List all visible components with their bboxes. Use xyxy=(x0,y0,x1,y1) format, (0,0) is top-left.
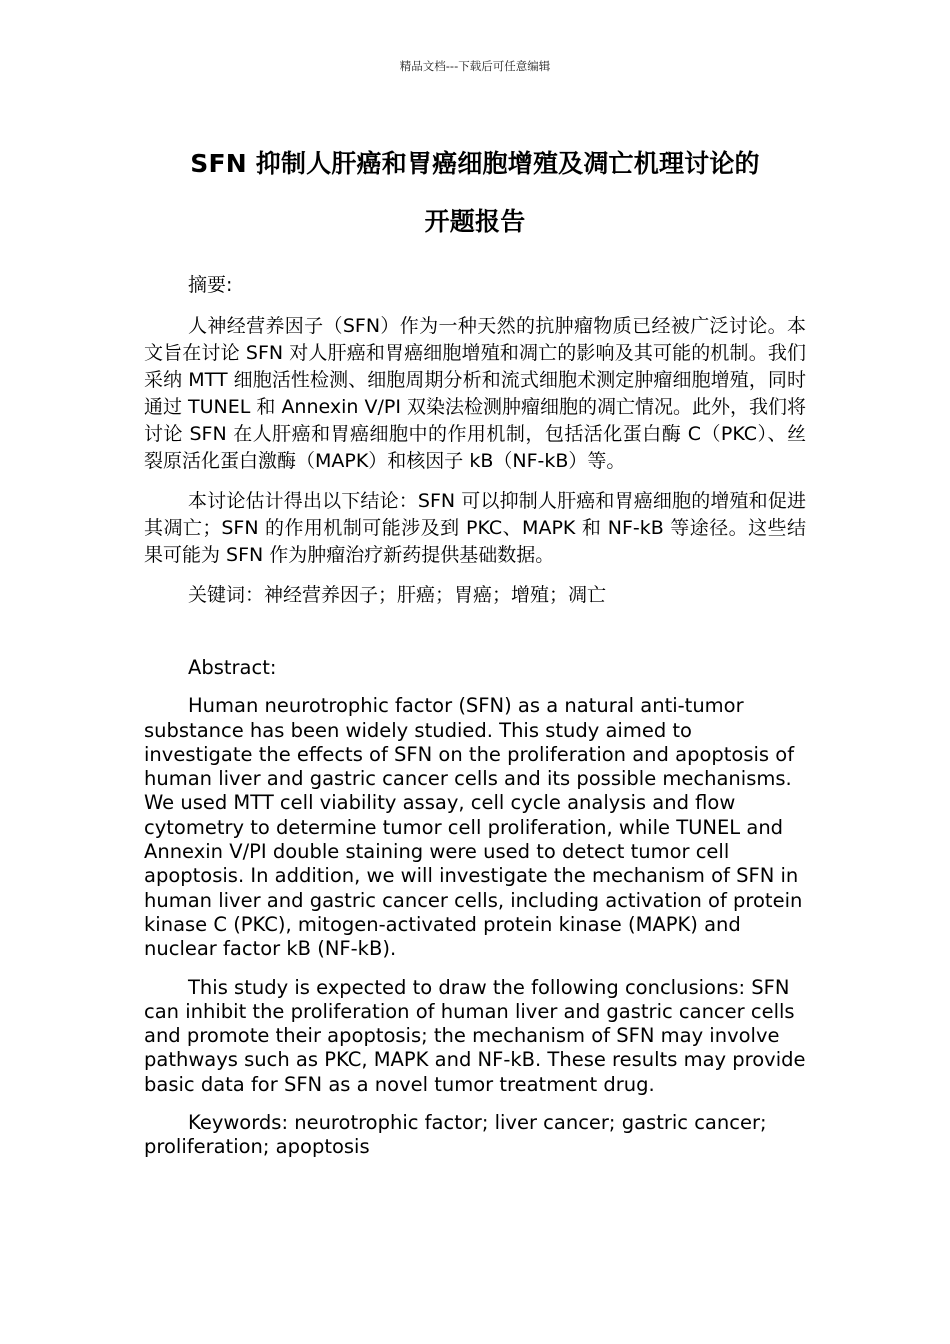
chinese-abstract-paragraph-1: 人神经营养因子（SFN）作为一种天然的抗肿瘤物质已经被广泛讨论。本文旨在讨论 SFN 对人肝癌和胃癌细胞增殖和凋亡的影响及其可能的机制。我们采纳 MTT 细胞活性检测、细胞周期分析和流式细胞术测定肿瘤细胞增殖，同时通过 TUNEL 和 Annexin V/PI 双染法检测肿瘤细胞的凋亡情况。此外，我们将讨论 SFN 在人肝癌和胃癌细胞中的作用机制，包括活化蛋白酶 C（PKC）、丝裂原活化蛋白激酶（MAPK）和核因子 kB（NF-kB）等。 xyxy=(144,315,806,472)
english-abstract-paragraph-2: This study is expected to draw the following conclusions: SFN can inhibit the proliferation of human liver and gastric cancer cells and promote their apoptosis; the mechanism of SFN may involve pathways such as PKC, MAPK and NF-kB. These results may provide basic data for SFN as a novel tumor treatment drug. xyxy=(144,975,806,1096)
chinese-keywords: 关键词：神经营养因子；肝癌；胃癌；增殖；凋亡 xyxy=(188,584,607,606)
header-note: 精品文档---下载后可任意编辑 xyxy=(399,59,551,73)
english-abstract-paragraph-1: Human neurotrophic factor (SFN) as a natural anti-tumor substance has been widely studied. This study aimed to investigate the effects of SFN on the proliferation and apoptosis of human liver and gastric cancer cells and its possible mechanisms. We used MTT cell viability assay, cell cycle analysis and flow cytometry to determine tumor cell proliferation, while TUNEL and Annexin V/PI double staining were used to detect tumor cell apoptosis. In addition, we will investigate the mechanism of SFN in human liver and gastric cancer cells, including activation of protein kinase C (PKC), mitogen-activated protein kinase (MAPK) and nuclear factor kB (NF-kB). xyxy=(144,694,803,961)
chinese-abstract-paragraph-2: 本讨论估计得出以下结论：SFN 可以抑制人肝癌和胃癌细胞的增殖和促进其凋亡；SFN 的作用机制可能涉及到 PKC、MAPK 和 NF-kB 等途径。这些结果可能为 SFN 作为肿瘤治疗新药提供基础数据。 xyxy=(144,490,806,566)
english-keywords: Keywords: neurotrophic factor; liver cancer; gastric cancer; proliferation; apoptosis xyxy=(144,1111,767,1159)
chinese-abstract-label: 摘要: xyxy=(188,274,233,296)
title-line-1: SFN 抑制人肝癌和胃癌细胞增殖及凋亡机理讨论的 xyxy=(190,149,760,178)
english-abstract-label: Abstract: xyxy=(188,656,277,679)
document-title xyxy=(144,135,806,251)
title-line-2: 开题报告 xyxy=(424,207,526,236)
chinese-abstract-section xyxy=(144,272,806,609)
english-abstract-section xyxy=(144,656,806,1160)
